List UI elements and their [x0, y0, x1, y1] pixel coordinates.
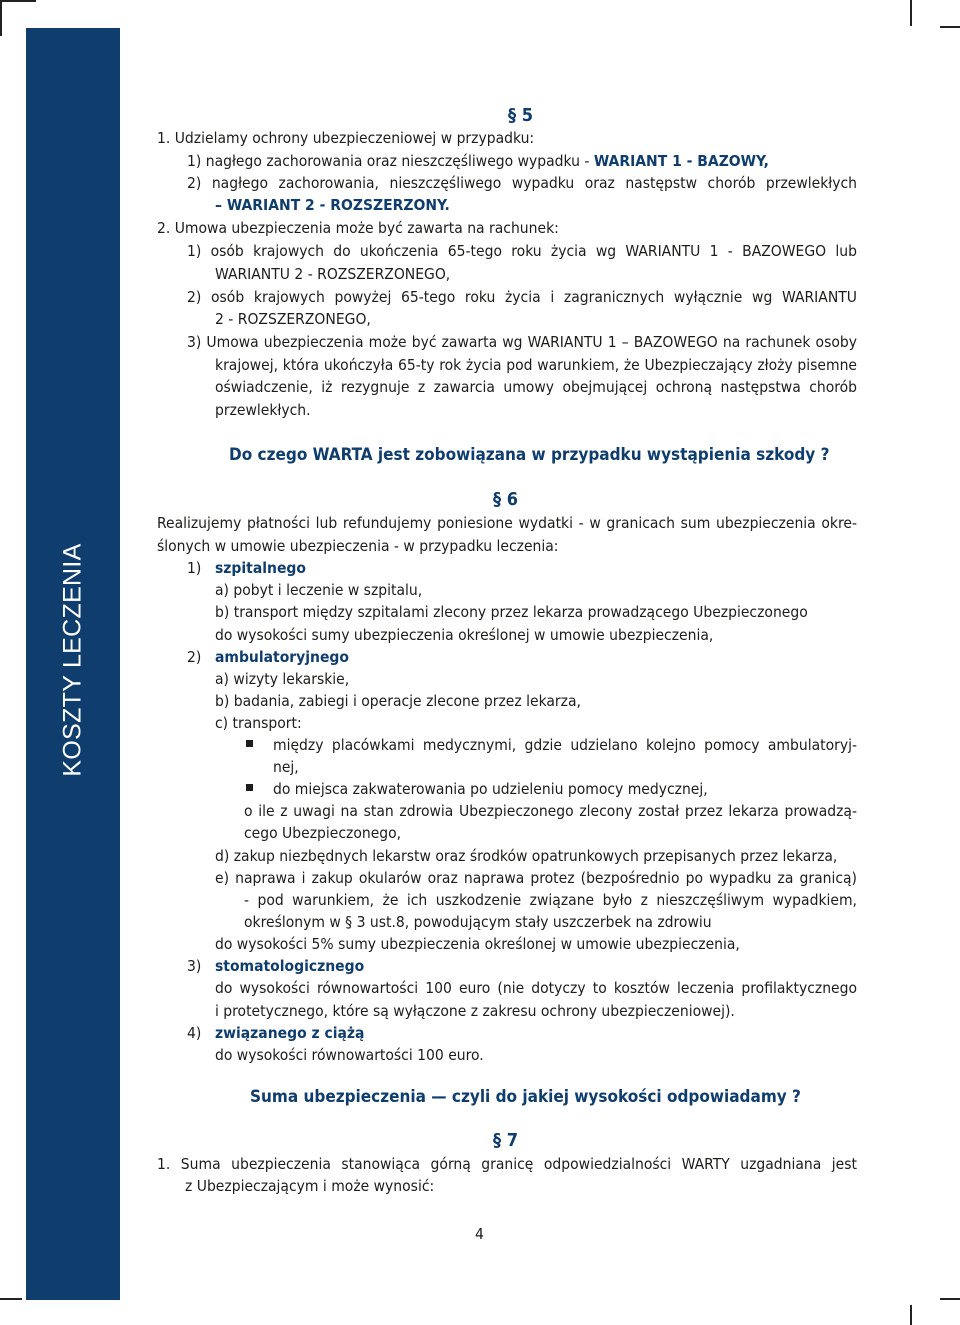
- list-item: 1) nagłego zachorowania oraz nieszczęśliwego wypadku - WARIANT 1 - BAZOWY,: [187, 152, 769, 170]
- paragraph: 2. Umowa ubezpieczenia może być zawarta na rachunek:: [157, 219, 559, 237]
- bullet-item: do miejsca zakwaterowania po udzieleniu pomocy medycznej,: [273, 780, 708, 798]
- list-item: 4) związanego z ciążą: [187, 1024, 365, 1042]
- list-item: 1) osób krajowych do ukończenia 65-tego roku życia wg WARIANTU 1 - BAZOWEGO lub: [187, 242, 857, 260]
- paragraph-continuation: ślonych w umowie ubezpieczenia - w przypadku leczenia:: [157, 537, 559, 555]
- section-5-symbol: § 5: [508, 105, 533, 126]
- list-item: 2) ambulatoryjnego: [187, 648, 349, 666]
- bullet-icon: [246, 784, 253, 791]
- section-6-symbol: § 6: [493, 489, 518, 510]
- crop-mark: [940, 26, 960, 28]
- crop-mark: [910, 0, 912, 26]
- crop-mark: [0, 0, 36, 2]
- section-heading: Do czego WARTA jest zobowiązana w przypadku wystąpienia szkody ?: [229, 445, 830, 465]
- sub-item: b) transport między szpitalami zlecony przez lekarza prowadzącego Ubezpieczonego: [215, 603, 808, 621]
- list-item: 2) osób krajowych powyżej 65-tego roku życia i zagranicznych wyłącznie wg WARIANTU: [187, 288, 857, 306]
- paragraph-continuation: z Ubezpieczającym i może wynosić:: [185, 1177, 435, 1195]
- crop-mark: [0, 1298, 22, 1300]
- bullet-icon: [246, 740, 253, 747]
- transport-note: o ile z uwagi na stan zdrowia Ubezpieczonego zlecony został przez lekarza prowadzą-: [244, 802, 857, 820]
- list-item: 3) stomatologicznego: [187, 957, 365, 975]
- sub-item: a) pobyt i leczenie w szpitalu,: [215, 581, 423, 599]
- sub-item: d) zakup niezbędnych lekarstw oraz środków opatrunkowych przepisanych przez lekarza,: [215, 847, 838, 865]
- limit-note: do wysokości równowartości 100 euro.: [215, 1046, 484, 1064]
- sub-item: a) wizyty lekarskie,: [215, 670, 350, 688]
- sub-item: e) naprawa i zakup okularów oraz naprawa protez (bezpośrednio po wypadku za granicą): [215, 869, 857, 887]
- limit-note: do wysokości 5% sumy ubezpieczenia określonej w umowie ubezpieczenia,: [215, 935, 740, 953]
- crop-mark: [910, 1305, 912, 1325]
- limit-note-continuation: i protetycznego, które są wyłączone z zakresu ochrony ubezpieczeniowej).: [215, 1002, 735, 1020]
- list-item-continuation: – WARIANT 2 - ROZSZERZONY.: [215, 196, 450, 214]
- limit-note: do wysokości równowartości 100 euro (nie dotyczy to kosztów leczenia profilaktycznego: [215, 979, 857, 997]
- transport-note-continuation: cego Ubezpieczonego,: [244, 824, 402, 842]
- section-7-symbol: § 7: [493, 1130, 518, 1151]
- crop-mark: [0, 0, 2, 36]
- sub-item-continuation: - pod warunkiem, że ich uszkodzenie związane było z nieszczęśliwym wypadkiem,: [244, 891, 857, 909]
- limit-note: do wysokości sumy ubezpieczenia określonej w umowie ubezpieczenia,: [215, 626, 714, 644]
- crop-mark: [940, 1298, 960, 1300]
- list-item-continuation: przewlekłych.: [215, 401, 311, 419]
- list-item-continuation: oświadczenie, iż rezygnuje z zawarcia umowy obejmującej ochroną następstwa chorób: [215, 378, 857, 396]
- bullet-item-continuation: nej,: [273, 758, 299, 776]
- paragraph: 1. Udzielamy ochrony ubezpieczeniowej w przypadku:: [157, 129, 535, 147]
- bullet-item: między placówkami medycznymi, gdzie udzielano kolejno pomocy ambulatoryj-: [273, 736, 857, 754]
- sub-item: c) transport:: [215, 714, 302, 732]
- page-number: 4: [475, 1225, 484, 1243]
- paragraph: Realizujemy płatności lub refundujemy poniesione wydatki - w granicach sum ubezpieczenia okre-: [157, 514, 857, 532]
- paragraph: 1. Suma ubezpieczenia stanowiąca górną granicę odpowiedzialności WARTY uzgadniana jest: [157, 1155, 857, 1173]
- list-item-continuation: 2 - ROZSZERZONEGO,: [215, 310, 371, 328]
- sub-item: b) badania, zabiegi i operacje zlecone przez lekarza,: [215, 692, 581, 710]
- section-heading: Suma ubezpieczenia — czyli do jakiej wysokości odpowiadamy ?: [250, 1087, 801, 1107]
- list-item: 3) Umowa ubezpieczenia może być zawarta wg WARIANTU 1 – BAZOWEGO na rachunek osoby: [187, 333, 857, 351]
- list-item: 1) szpitalnego: [187, 559, 306, 577]
- list-item-continuation: krajowej, która ukończyła 65-ty rok życia pod warunkiem, że Ubezpieczający złoży pisemne: [215, 356, 857, 374]
- list-item: 2) nagłego zachorowania, nieszczęśliwego wypadku oraz następstw chorób przewlekłych: [187, 174, 857, 192]
- list-item-continuation: WARIANTU 2 - ROZSZERZONEGO,: [215, 265, 451, 283]
- sub-item-continuation: określonym w § 3 ust.8, powodującym stały uszczerbek na zdrowiu: [244, 913, 712, 931]
